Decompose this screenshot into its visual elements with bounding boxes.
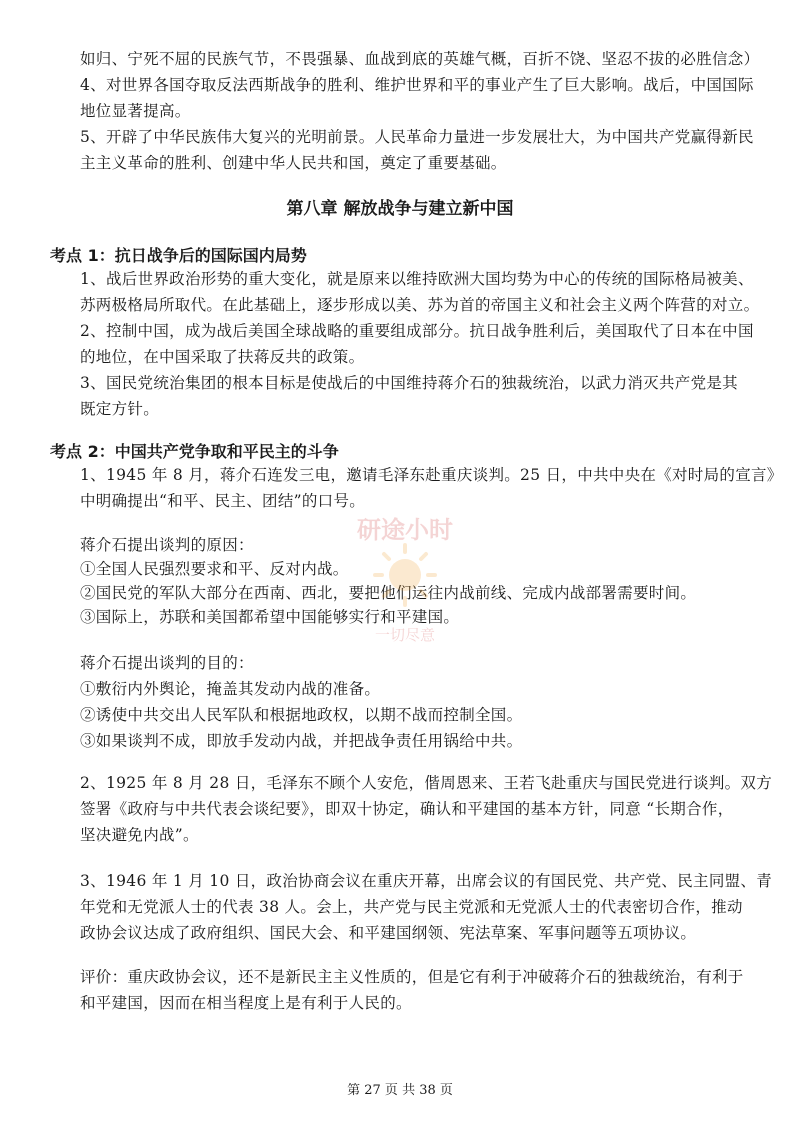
paragraph-line: 如归、宁死不屈的民族气节，不畏强暴、血战到底的英雄气概，百折不饶、坚忍不拔的必胜信念）	[80, 50, 760, 68]
paragraph-line: 年党和无党派人士的代表 38 人。会上，共产党与民主党派和无党派人士的代表密切合作，推动	[80, 898, 743, 916]
paragraph-line: 主主义革命的胜利、创建中华人民共和国，奠定了重要基础。	[80, 154, 507, 172]
list-item: ①全国人民强烈要求和平、反对内战。	[80, 560, 349, 578]
list-item: ③如果谈判不成，即放手发动内战，并把战争责任用锅给中共。	[80, 732, 523, 750]
paragraph-line: 2、控制中国，成为战后美国全球战略的重要组成部分。抗日战争胜利后，美国取代了日本在中国	[80, 322, 754, 340]
paragraph-line: 4、对世界各国夺取反法西斯战争的胜利、维护世界和平的事业产生了巨大影响。战后，中国国际	[80, 76, 754, 94]
paragraph-line: 2、1925 年 8 月 28 日，毛泽东不顾个人安危，偕周恩来、王若飞赴重庆与国民党进行谈判。双方	[80, 774, 773, 792]
list-item: ①敷衍内外舆论，掩盖其发动内战的准备。	[80, 680, 381, 698]
paragraph-line: 的地位，在中国采取了扶蒋反共的政策。	[80, 348, 365, 366]
list-title: 蒋介石提出谈判的目的：	[80, 654, 254, 672]
paragraph-line: 3、国民党统治集团的根本目标是使战后的中国维持蒋介石的独裁统治，以武力消灭共产党是其	[80, 374, 738, 392]
list-item: ②诱使中共交出人民军队和根据地政权，以期不战而控制全国。	[80, 706, 523, 724]
paragraph-line: 1、战后世界政治形势的重大变化，就是原来以维持欧洲大国均势为中心的传统的国际格局被美、	[80, 270, 754, 288]
section-heading: 考点 1：抗日战争后的国际国内局势	[50, 246, 307, 265]
list-item: ②国民党的军队大部分在西南、西北，要把他们运往内战前线、完成内战部署需要时间。	[80, 584, 697, 602]
paragraph-line: 地位显著提高。	[80, 102, 191, 120]
evaluation-line: 评价：重庆政协会议，还不是新民主主义性质的，但是它有利于冲破蒋介石的独裁统治，有利于	[80, 968, 744, 986]
paragraph-line: 坚决避免内战”。	[80, 826, 199, 844]
list-title: 蒋介石提出谈判的原因：	[80, 536, 254, 554]
list-item: ③国际上，苏联和美国都希望中国能够实行和平建国。	[80, 608, 460, 626]
chapter-title: 第八章 解放战争与建立新中国	[286, 199, 514, 219]
watermark-logo	[330, 500, 480, 660]
paragraph-line: 1、1945 年 8 月，蒋介石连发三电，邀请毛泽东赴重庆谈判。25 日，中共中央在《对时局的宣言》	[80, 466, 783, 484]
paragraph-line: 既定方针。	[80, 400, 160, 418]
evaluation-line: 和平建国，因而在相当程度上是有利于人民的。	[80, 994, 412, 1012]
paragraph-line: 3、1946 年 1 月 10 日，政治协商会议在重庆开幕，出席会议的有国民党、共产党、民主同盟、青	[80, 872, 773, 890]
paragraph-line: 签署《政府与中共代表会谈纪要》，即双十协定，确认和平建国的基本方针，同意 “长期合作，	[80, 800, 734, 818]
paragraph-line: 5、开辟了中华民族伟大复兴的光明前景。人民革命力量进一步发展壮大，为中国共产党赢得新民	[80, 128, 754, 146]
watermark-slogan: 一切尽意	[374, 626, 436, 644]
paragraph-line: 中明确提出“和平、民主、团结”的口号。	[80, 492, 366, 510]
section-heading: 考点 2：中国共产党争取和平民主的斗争	[50, 442, 339, 461]
watermark-title: 研途小时	[357, 516, 453, 544]
paragraph-line: 苏两极格局所取代。在此基础上，逐步形成以美、苏为首的帝国主义和社会主义两个阵营的对立。	[80, 296, 760, 314]
paragraph-line: 政协会议达成了政府组织、国民大会、和平建国纲领、宪法草案、军事问题等五项协议。	[80, 924, 697, 942]
page-footer: 第 27 页 共 38 页	[347, 1083, 453, 1098]
